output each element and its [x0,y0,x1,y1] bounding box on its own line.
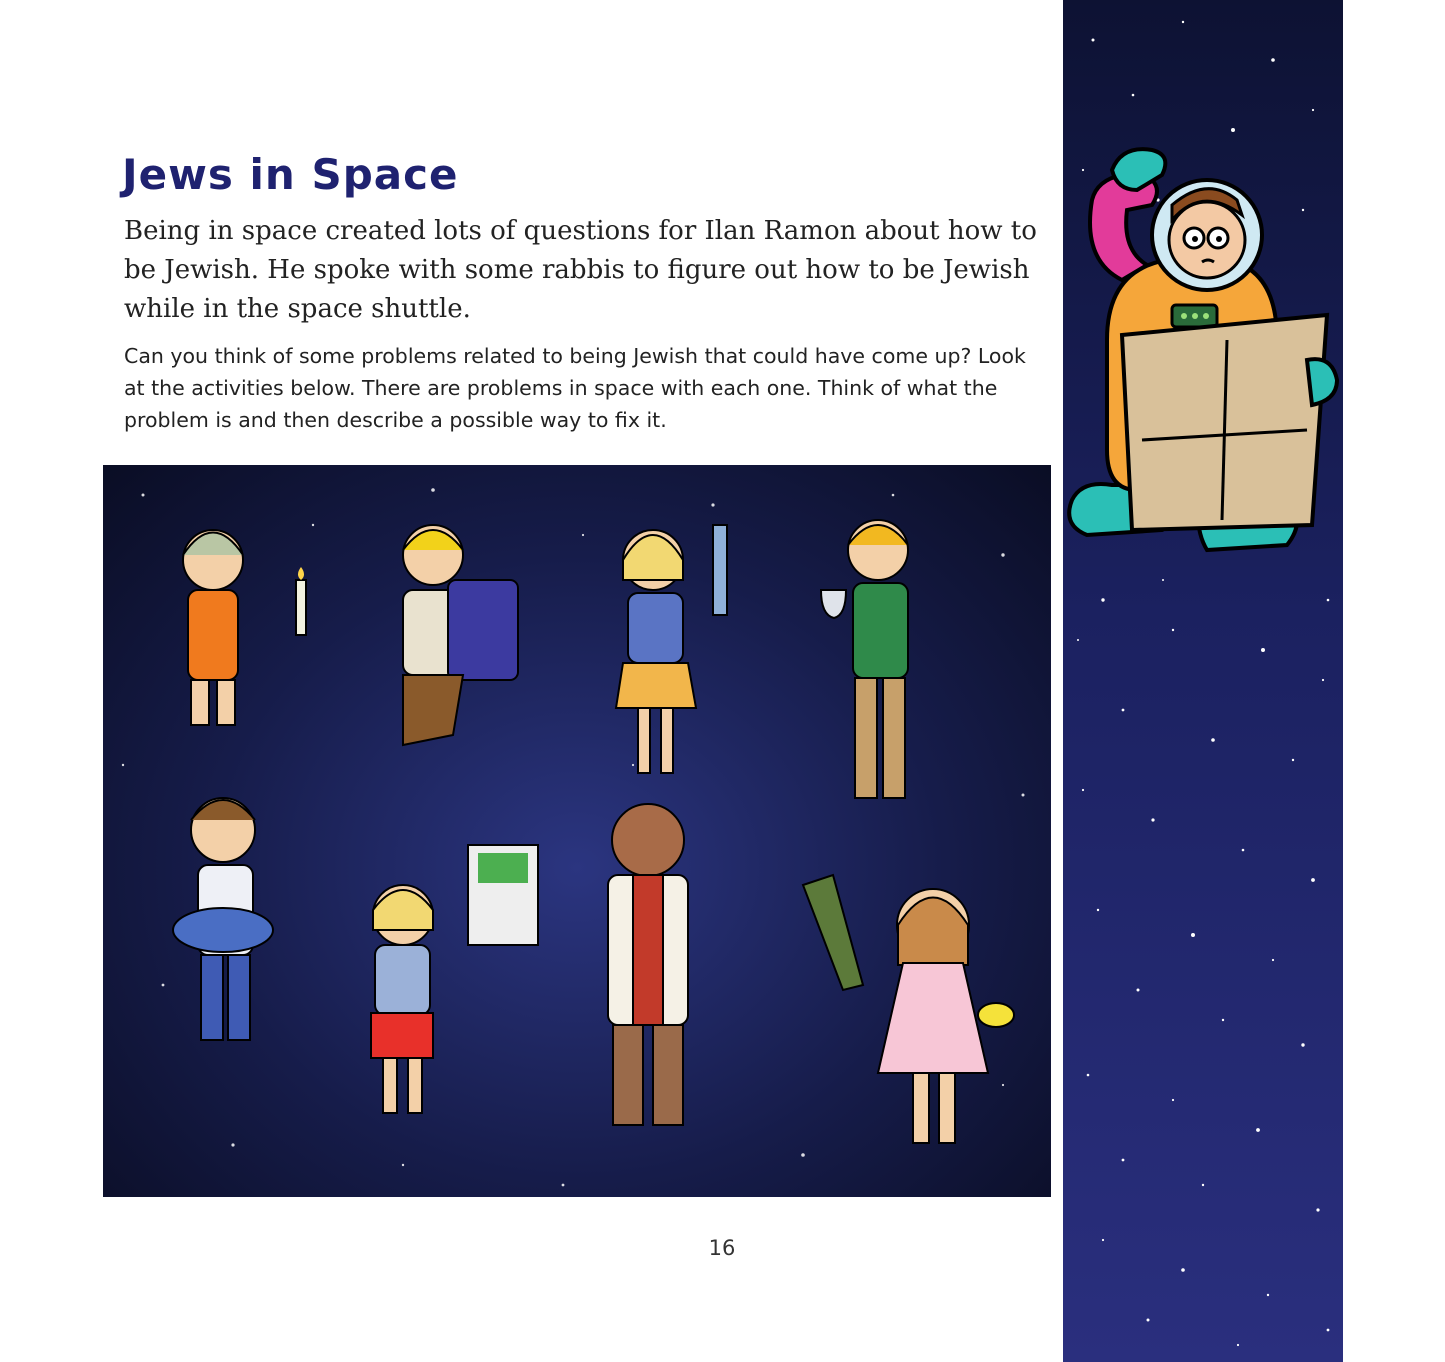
instructions-paragraph: Can you think of some problems related to being Jewish that could have come up? Look at the activities below. There are problems in space with each one. Think of what the problem is and then describe a possible way to fix it. [124,344,1026,432]
activities-scene [103,465,1051,1197]
activities-illustration [103,465,1051,1197]
child-holding-fruit-basket [173,798,273,1040]
child-holding-torah [403,525,518,745]
astronaut-illustration [1052,140,1342,570]
child-holding-kiddush-cup [821,520,908,798]
intro-paragraph: Being in space created lots of questions for Ilan Ramon about how to be Jewish. He spoke with some rabbis to figure out how to be Jewish while in the space shuttle. [124,216,1037,324]
child-holding-havdalah-candle [616,525,727,773]
page-number: 16 [708,1236,736,1260]
child-pointing-at-calendar [371,845,538,1113]
child-holding-lulav-and-etrog [803,875,1014,1143]
child-lighting-candle [183,530,306,725]
page-title: Jews in Space [122,150,459,199]
child-praying-with-tallit [608,804,688,1125]
